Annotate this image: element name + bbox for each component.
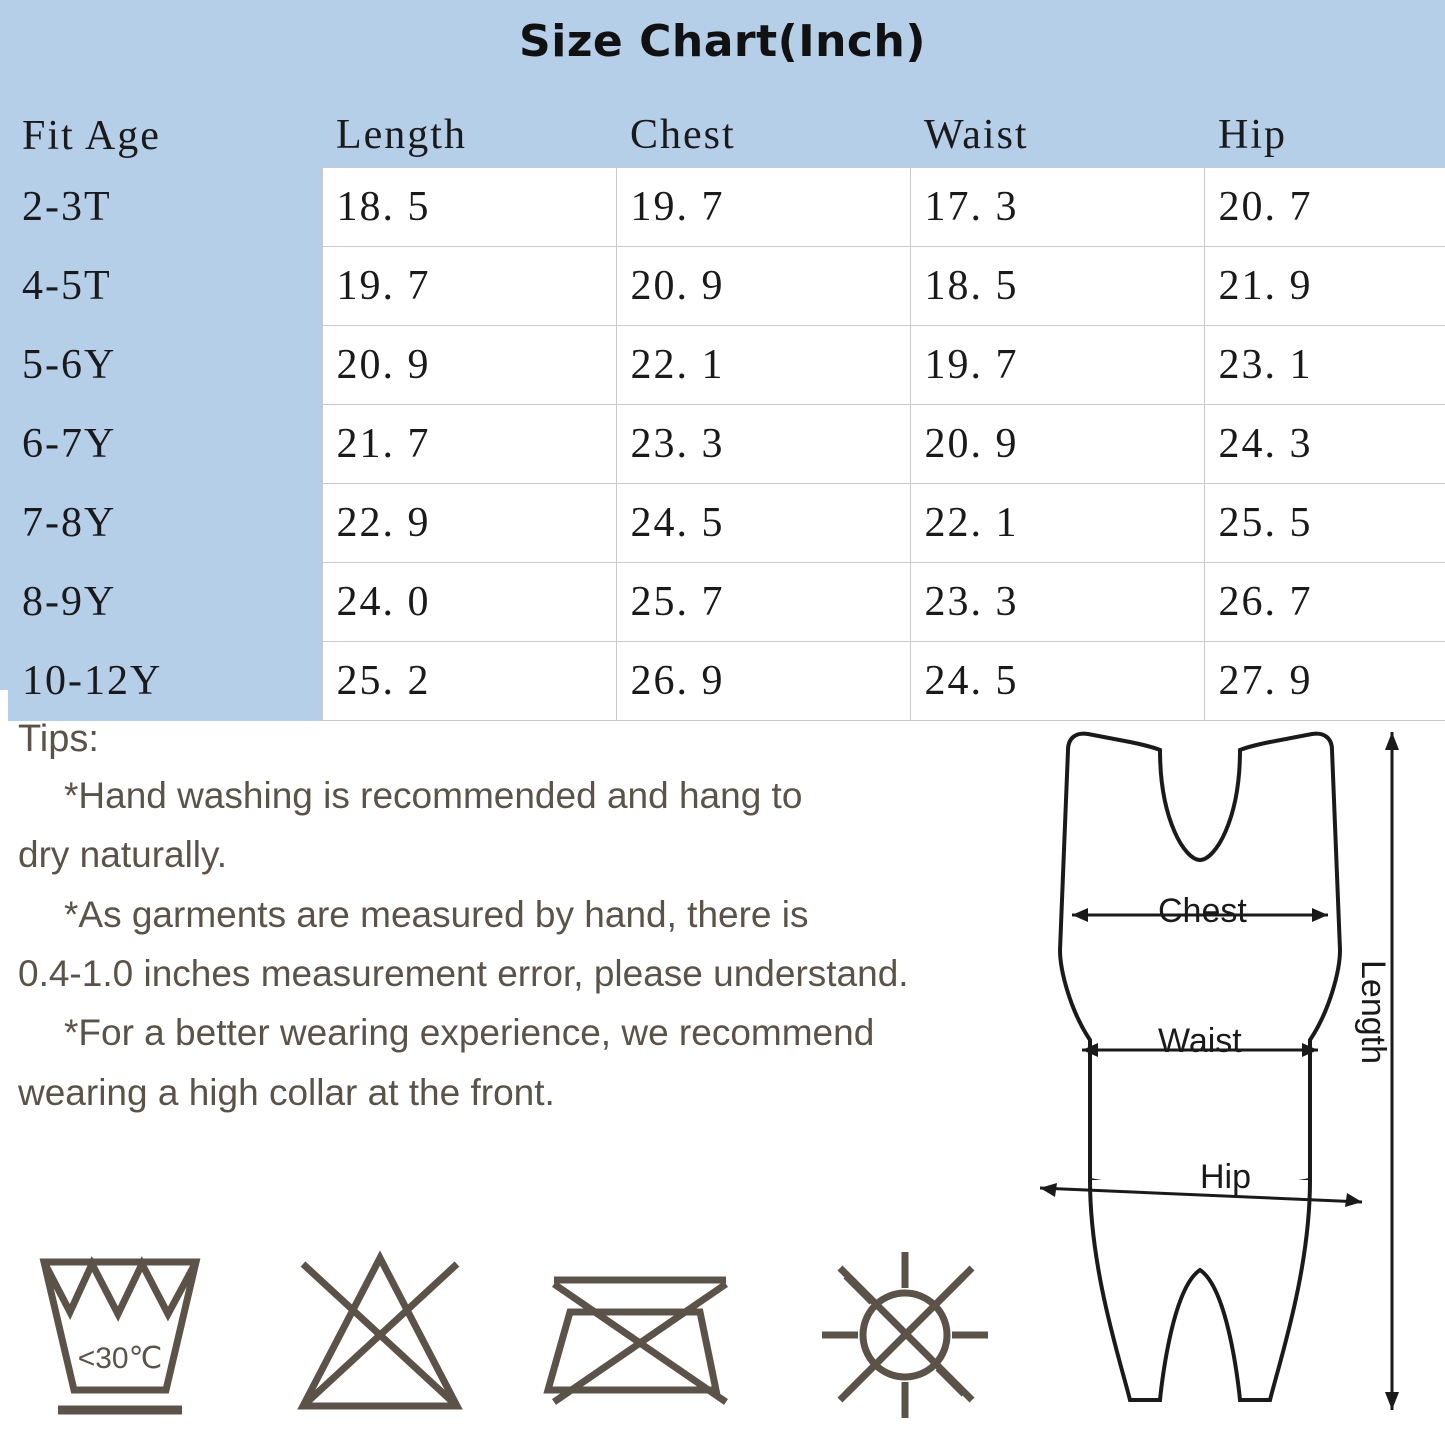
cell-length: 20. 9: [322, 326, 616, 405]
cell-hip: 25. 5: [1204, 484, 1445, 563]
table-row: [8, 563, 1445, 642]
care-symbols-row: [20, 1240, 1020, 1430]
size-chart-block: [0, 0, 1445, 704]
hip-measure-label: Hip: [1200, 1158, 1252, 1196]
table-row: [8, 326, 1445, 405]
cell-age: 8-9Y: [8, 563, 322, 642]
cell-hip: 20. 7: [1204, 168, 1445, 247]
cell-waist: 18. 5: [910, 247, 1204, 326]
cell-waist: 23. 3: [910, 563, 1204, 642]
tips-line: *Hand washing is recommended and hang to: [64, 775, 803, 816]
cell-waist: 17. 3: [910, 168, 1204, 247]
cell-age: 7-8Y: [8, 484, 322, 563]
do-not-bleach-icon: [285, 1240, 475, 1430]
tips-line: 0.4-1.0 inches measurement error, please understand.: [18, 953, 909, 995]
cell-chest: 19. 7: [616, 168, 910, 247]
wash-temp-label: <30℃: [77, 1342, 163, 1375]
cell-waist: 22. 1: [910, 484, 1204, 563]
cell-waist: 19. 7: [910, 326, 1204, 405]
wash-max-30c-icon: [30, 1240, 210, 1430]
column-header-waist: Waist: [910, 77, 1204, 168]
cell-chest: 26. 9: [616, 642, 910, 721]
cell-age: 4-5T: [8, 247, 322, 326]
table-row: [8, 484, 1445, 563]
table-row: [8, 168, 1445, 247]
cell-chest: 25. 7: [616, 563, 910, 642]
column-header-chest: Chest: [616, 77, 910, 168]
cell-length: 25. 2: [322, 642, 616, 721]
tips-line: *As garments are measured by hand, there is: [64, 893, 809, 935]
tips-line: dry naturally.: [18, 834, 228, 876]
size-table: [8, 77, 1445, 721]
page-title: Size Chart(Inch): [519, 16, 926, 67]
table-header-row: [8, 77, 1445, 168]
cell-length: 22. 9: [322, 484, 616, 563]
cell-hip: 23. 1: [1204, 326, 1445, 405]
tips-line: wearing a high collar at the front.: [18, 1071, 555, 1113]
cell-age: 10-12Y: [8, 642, 322, 721]
cell-age: 2-3T: [8, 168, 322, 247]
column-header-fit-age: Fit Age: [8, 77, 322, 168]
cell-chest: 24. 5: [616, 484, 910, 563]
cell-length: 19. 7: [322, 247, 616, 326]
cell-length: 24. 0: [322, 563, 616, 642]
table-row: [8, 247, 1445, 326]
cell-length: 21. 7: [322, 405, 616, 484]
waist-measure-label: Waist: [1158, 1022, 1242, 1060]
cell-hip: 21. 9: [1204, 247, 1445, 326]
cell-age: 6-7Y: [8, 405, 322, 484]
column-header-hip: Hip: [1204, 77, 1445, 168]
garment-diagram: [1010, 710, 1440, 1430]
cell-hip: 24. 3: [1204, 405, 1445, 484]
cell-hip: 26. 7: [1204, 563, 1445, 642]
cell-chest: 23. 3: [616, 405, 910, 484]
tips-section: [18, 718, 1048, 1123]
cell-waist: 20. 9: [910, 405, 1204, 484]
chest-measure-label: Chest: [1158, 892, 1247, 930]
leotard-outline: [1010, 710, 1440, 1430]
column-header-length: Length: [322, 77, 616, 168]
do-not-iron-icon: [530, 1240, 740, 1430]
cell-chest: 22. 1: [616, 326, 910, 405]
cell-age: 5-6Y: [8, 326, 322, 405]
tips-title: Tips:: [18, 718, 99, 760]
cell-waist: 24. 5: [910, 642, 1204, 721]
table-row: [8, 405, 1445, 484]
length-measure-label: Length: [1354, 960, 1392, 1064]
cell-length: 18. 5: [322, 168, 616, 247]
do-not-tumble-dry-sun-icon: [810, 1240, 1000, 1430]
table-row: [8, 642, 1445, 721]
cell-hip: 27. 9: [1204, 642, 1445, 721]
tips-line: *For a better wearing experience, we recommend: [64, 1012, 875, 1054]
cell-chest: 20. 9: [616, 247, 910, 326]
